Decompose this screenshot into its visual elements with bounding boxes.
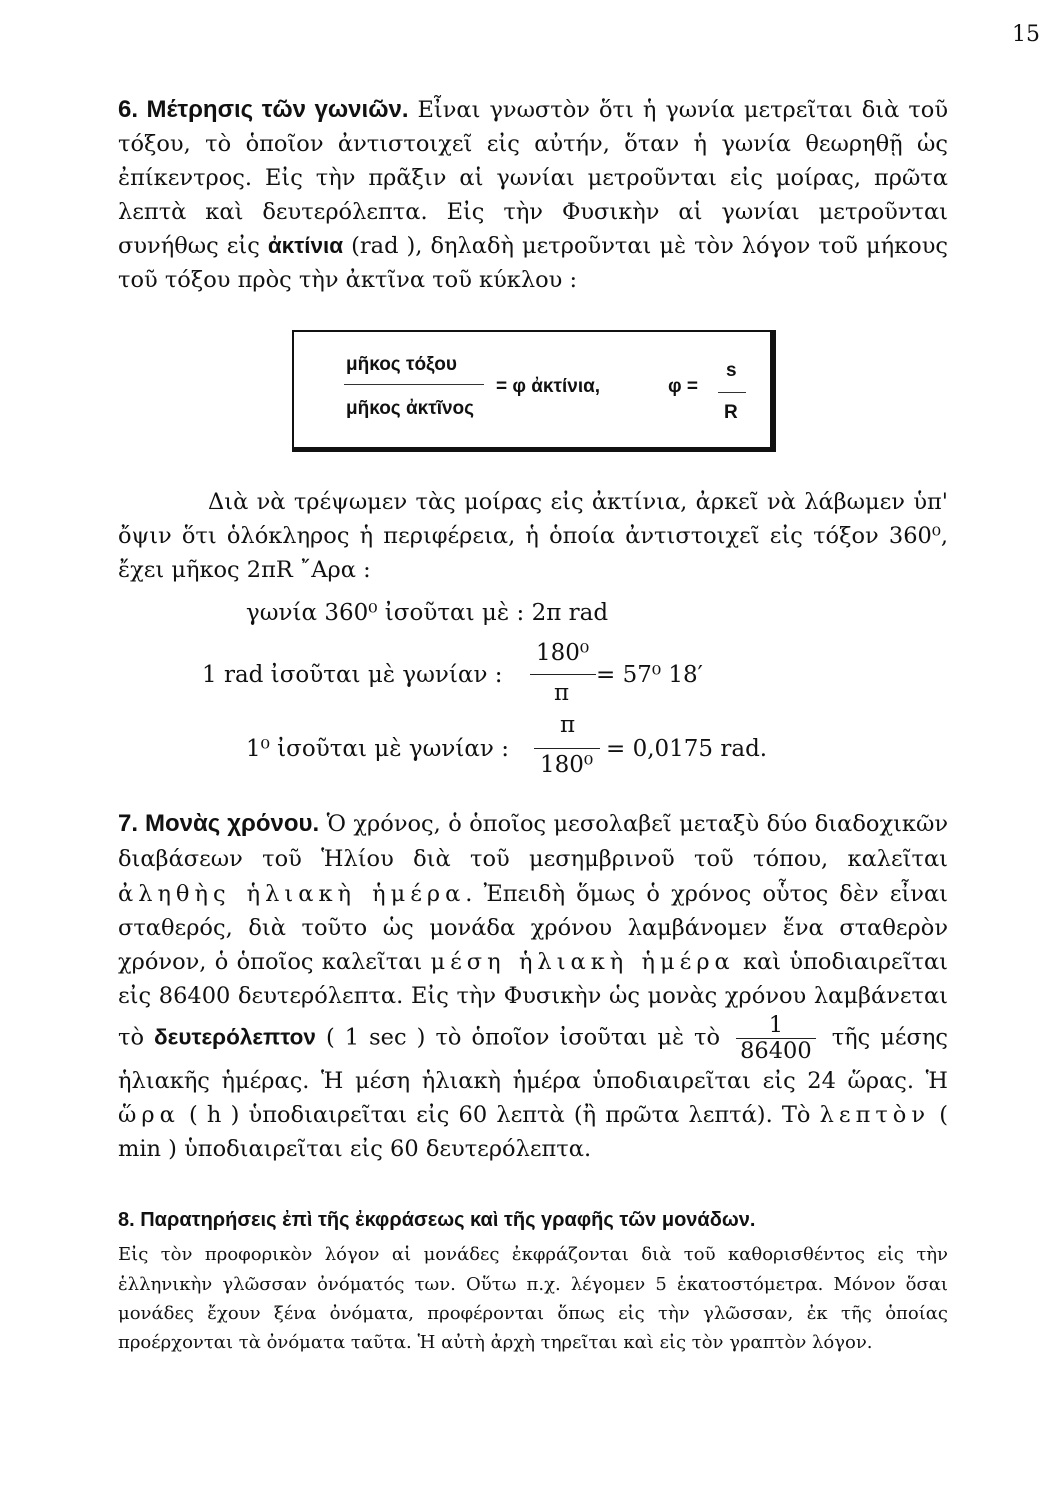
section-6-bold-term: ἀκτίνια <box>267 233 344 259</box>
box-fraction-line <box>344 384 484 385</box>
box-phi-eq: φ = <box>668 376 698 397</box>
section-7-text-5: τῆς μέσης ἡλιακῆς ἡμέρας. Ἡ μέση ἡλιακὴ ἡμέρα ὑποδιαιρεῖται εἰς 24 ὥρας. Ἡ <box>118 1024 948 1094</box>
section-7-fraction-numerator: 1 <box>736 1013 816 1039</box>
math-line-2-denominator: π <box>554 680 570 706</box>
box-denominator: μῆκος ἀκτῖνος <box>346 398 475 419</box>
section-7-text-3: καὶ ὑποδιαιρεῖται εἰς 86400 δευτερόλεπτα. Εἰς τὴν Φυσικὴν ὡς μονὰς χρόνου λαμβάνεται τὸ <box>118 949 948 1051</box>
section-6-text-b: (rad ), δηλαδὴ μετροῦνται μὲ τὸν λόγον τοῦ μήκους τοῦ τόξου πρὸς τὴν ἀκτῖνα τοῦ κύκλου : <box>118 233 948 293</box>
math-line-3-fraction-bar <box>534 748 600 749</box>
math-line-2-fraction-bar <box>530 674 596 675</box>
section-7-spaced-term-3: ὥρα <box>118 1102 180 1129</box>
math-line-2-numerator: 180⁰ <box>536 640 590 666</box>
section-7-spaced-term-1: ἀληθὴς ἡλιακὴ ἡμέρα <box>118 880 466 907</box>
section-6-text-a: Εἶναι γνωστὸν ὅτι ἡ γωνία μετρεῖται διὰ τοῦ τόξου, τὸ ὁποῖον ἀντιστοιχεῖ εἰς αὐτήν, ὅταν ἡ γωνία θεωρηθῇ ὡς ἐπίκεντρος. Εἰς τὴν πρᾶξιν αἱ γωνίαι μετροῦνται εἰς μοίρας, πρῶτα λεπτὰ καὶ δευτερόλεπτα. Εἰς τὴν Φυσικὴν αἱ γωνίαι μετροῦνται συνήθως εἰς <box>118 97 948 260</box>
box-s-R-line <box>718 392 746 393</box>
section-7-text-1: Ὁ χρόνος, ὁ ὁποῖος μεσολαβεῖ μεταξὺ δύο διαδοχικῶν διαβάσεων τοῦ Ἡλίου διὰ τοῦ μεσημβρινοῦ τοῦ τόπου, καλεῖται <box>118 811 949 873</box>
section-8-paragraph <box>118 1204 948 1357</box>
section-7-paragraph <box>118 806 948 1166</box>
conversion-paragraph: Διὰ νὰ τρέψωμεν τὰς μοίρας εἰς ἀκτίνια, ἀρκεῖ νὰ λάβωμεν ὑπ' ὄψιν ὅτι ὁλόκληρος ἡ περιφέρεια, ἡ ὁποία ἀντιστοιχεῖ εἰς τόξον 360⁰, ἔχει μῆκος 2πR ῎Αρα : <box>118 489 948 583</box>
math-line-3-left: 1⁰ ἰσοῦται μὲ γωνίαν : <box>246 736 509 762</box>
math-line-2-left: 1 rad ἰσοῦται μὲ γωνίαν : <box>202 662 503 688</box>
section-7-text-4: ( 1 sec ) τὸ ὁποῖον ἰσοῦται μὲ τὸ <box>315 1024 731 1051</box>
section-7-text-2: . Ἐπειδὴ ὅμως ὁ χρόνος οὗτος δὲν εἶναι σταθερός, διὰ τοῦτο ὡς μονάδα χρόνου λαμβάνομεν ἕνα σταθερὸν χρόνον, ὁ ὁποῖος καλεῖται <box>118 880 948 976</box>
section-8-heading: 8. Παρατηρήσεις ἐπὶ τῆς ἐκφράσεως καὶ τῆς γραφῆς τῶν μονάδων. <box>118 1209 756 1231</box>
section-7-spaced-term-2: μέση ἡλιακὴ ἡμέρα <box>430 949 735 976</box>
box-s: s <box>726 360 737 381</box>
section-7-text-6: ( h ) ὑποδιαιρεῖται εἰς 60 λεπτὰ (ἢ πρῶτα λεπτά). Τὸ <box>179 1102 820 1129</box>
math-line-1: γωνία 360⁰ ἰσοῦται μὲ : 2π rad <box>246 600 609 626</box>
box-numerator: μῆκος τόξου <box>346 354 457 375</box>
box-equals-phi: = φ ἀκτίνια, <box>496 376 601 397</box>
section-7-spaced-term-4: λεπτὸν <box>819 1102 931 1129</box>
section-7-heading: 7. Μονὰς χρόνου. <box>118 810 320 837</box>
section-7-bold-term: δευτερόλεπτον <box>154 1024 316 1050</box>
section-7-text-7: ( min ) ὑποδιαιρεῖται εἰς 60 δευτερόλεπτα. <box>118 1102 948 1163</box>
section-6-heading: 6. Μέτρησις τῶν γωνιῶν. <box>118 96 409 123</box>
math-line-3-result: = 0,0175 rad. <box>606 736 768 762</box>
section-7-fraction <box>736 1013 816 1064</box>
section-8-text: Εἰς τὸν προφορικὸν λόγον αἱ μονάδες ἐκφράζονται διὰ τοῦ καθορισθέντος εἰς τὴν ἑλληνικὴν γλῶσσαν ὀνόματός των. Οὕτω π.χ. λέγομεν 5 ἑκατοστόμετρα. Μόνον ὅσαι μονάδες ἔχουν ξένα ὀνόματα, προφέρονται ὅπως εἰς τὴν γλῶσσαν, ἐκ τῆς ὁποίας προέρχονται τὰ ὀνόματα ταῦτα. Ἡ αὐτὴ ἀρχὴ τηρεῖται καὶ εἰς τὸν γραπτὸν λόγον. <box>118 1244 948 1353</box>
section-6-paragraph <box>118 92 948 298</box>
box-R: R <box>724 402 738 423</box>
math-line-3-numerator: π <box>560 712 576 738</box>
math-line-2-result: = 57⁰ 18′ <box>596 662 703 688</box>
math-line-3-denominator: 180⁰ <box>540 752 594 778</box>
formula-box <box>292 330 776 452</box>
section-7-fraction-denominator: 86400 <box>740 1038 812 1065</box>
page-number: 15 <box>1012 22 1040 47</box>
